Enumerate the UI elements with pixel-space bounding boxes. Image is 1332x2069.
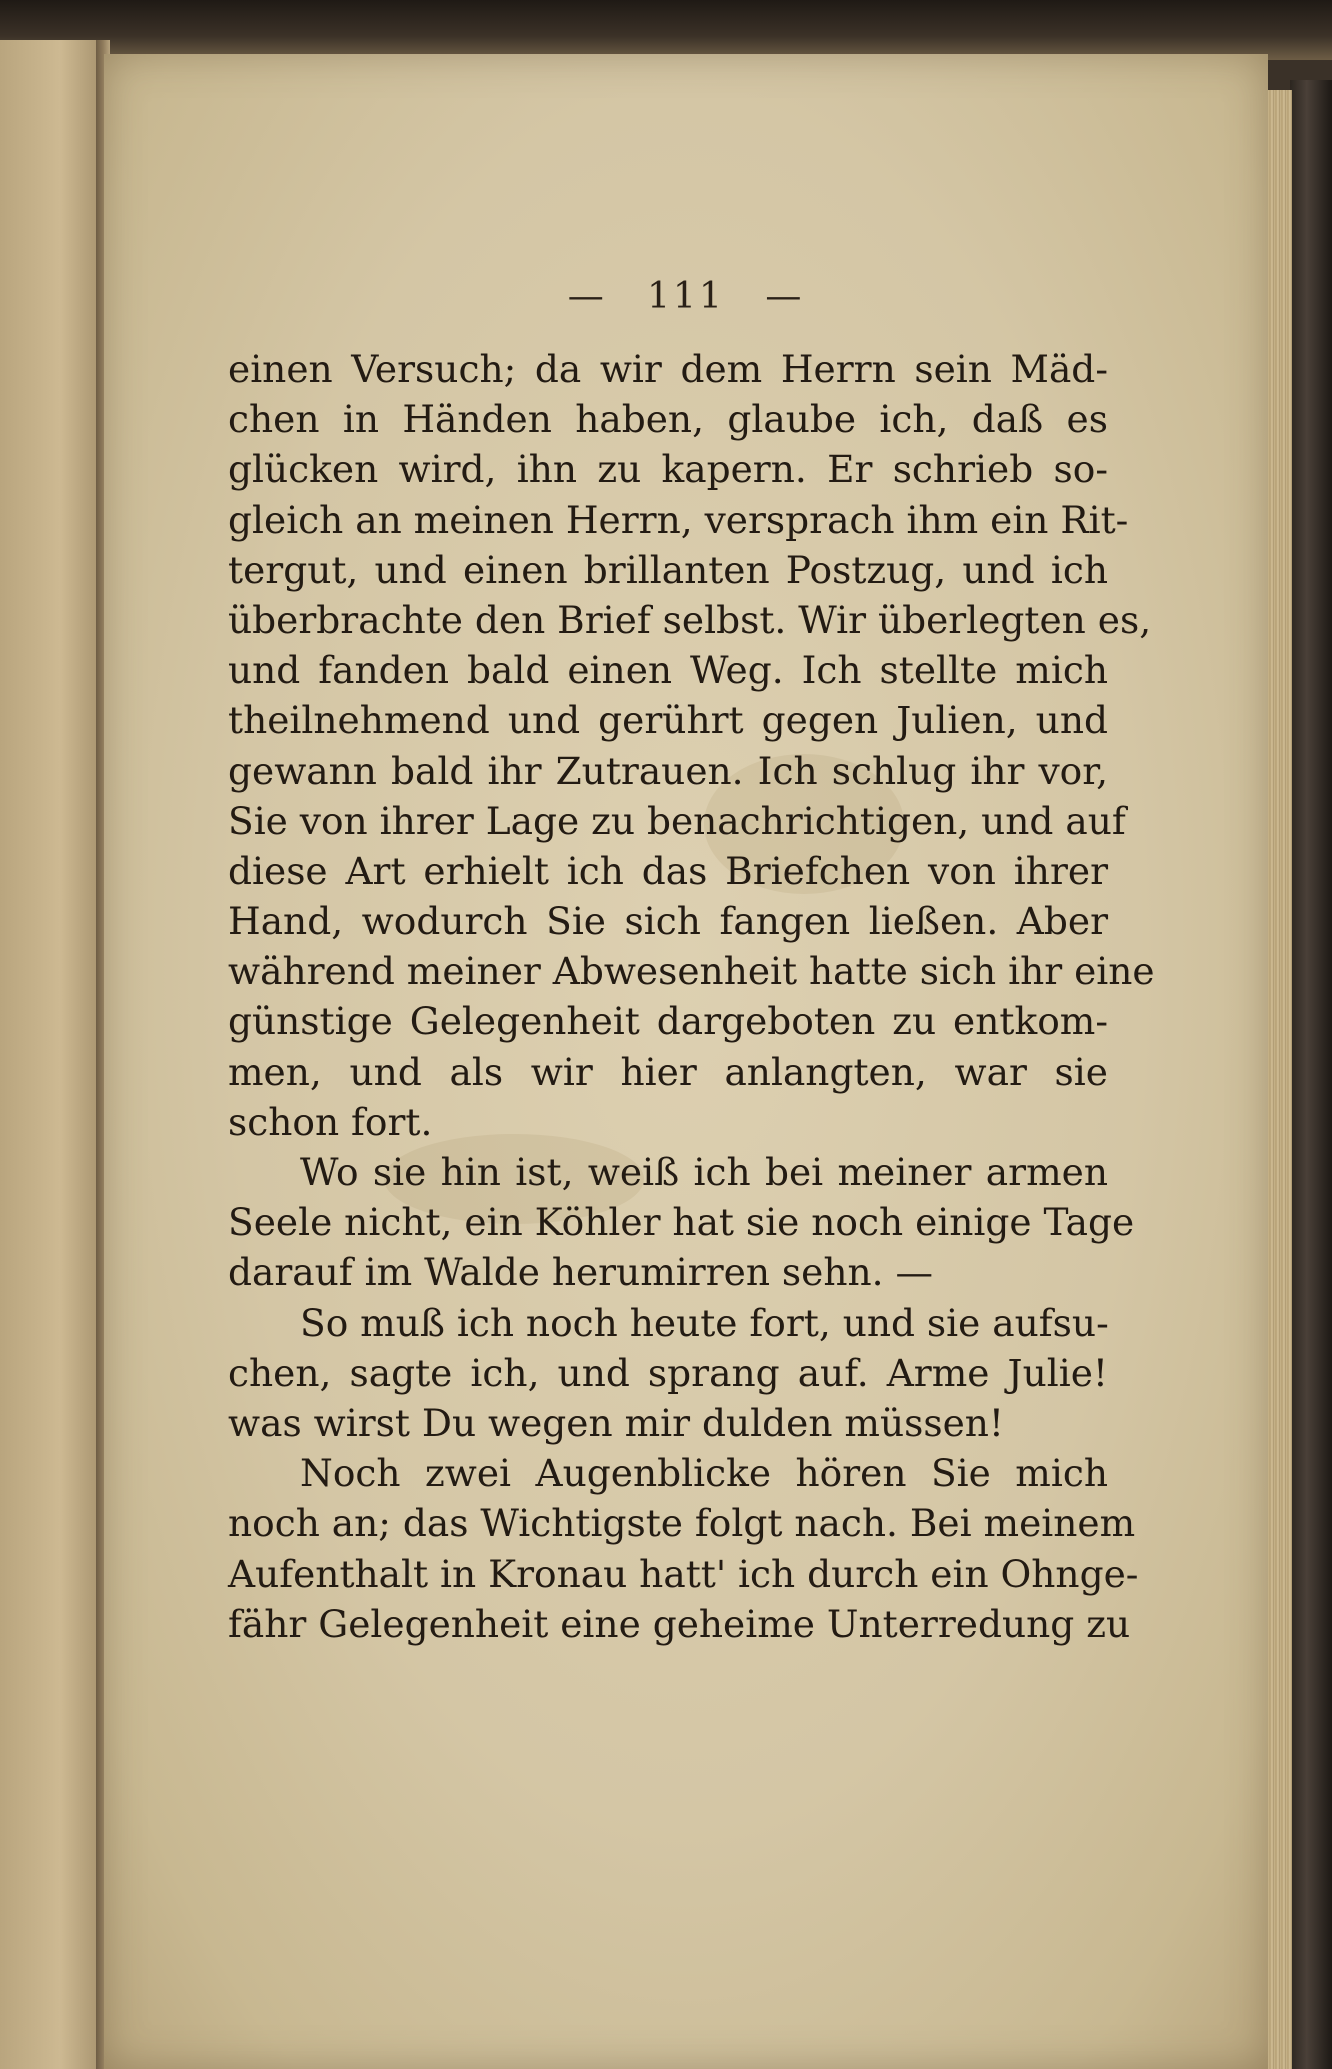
text-line: einen Versuch; da wir dem Herrn sein Mäd- xyxy=(228,347,1108,391)
body-text xyxy=(228,344,1155,1649)
text-line: Noch zwei Augenblicke hören Sie mich xyxy=(300,1451,1108,1496)
facing-page-edge xyxy=(0,40,100,2069)
book-page xyxy=(104,54,1268,2069)
text-line: noch an; das Wichtigste folgt nach. Bei meinem xyxy=(228,1501,1136,1546)
top-shadow xyxy=(0,0,1332,60)
text-line: schon fort. xyxy=(228,1099,433,1144)
text-line: Wo sie hin ist, weiß ich bei meiner armen xyxy=(300,1150,1108,1194)
text-line: tergut, und einen brillanten Postzug, und ich xyxy=(228,547,1108,592)
page-header xyxy=(104,276,1268,317)
header-dash-right: — xyxy=(765,276,805,317)
text-line: chen, sagte ich, und sprang auf. Arme Julie! xyxy=(228,1350,1108,1395)
text-line: diese Art erhielt ich das Briefchen von ihrer xyxy=(228,848,1108,893)
page-number: 111 xyxy=(647,276,725,317)
text-line: und fanden bald einen Weg. Ich stellte mich xyxy=(228,648,1108,693)
text-line: theilnehmend und gerührt gegen Julien, und xyxy=(228,698,1108,743)
text-line: men, und als wir hier anlangten, war sie xyxy=(228,1049,1108,1094)
text-line: Hand, wodurch Sie sich fangen ließen. Aber xyxy=(228,899,1108,944)
text-line: gleich an meinen Herrn, versprach ihm ein Rit- xyxy=(228,497,1129,542)
header-dash-left: — xyxy=(567,276,607,317)
text-line: So muß ich noch heute fort, und sie aufsu- xyxy=(300,1300,1109,1345)
text-line: günstige Gelegenheit dargeboten zu entkom- xyxy=(228,999,1108,1044)
text-line: während meiner Abwesenheit hatte sich ihr eine xyxy=(228,949,1155,994)
text-line: chen in Händen haben, glaube ich, daß es xyxy=(228,397,1108,442)
text-line: Sie von ihrer Lage zu benachrichtigen, und auf xyxy=(228,798,1126,843)
text-line: Aufenthalt in Kronau hatt' ich durch ein Ohnge- xyxy=(228,1551,1139,1596)
text-line: was wirst Du wegen mir dulden müssen! xyxy=(228,1400,1005,1445)
book-cover-edge xyxy=(1290,80,1332,2069)
text-line: überbrachte den Brief selbst. Wir überlegten es, xyxy=(228,597,1152,642)
text-line: gewann bald ihr Zutrauen. Ich schlug ihr vor, xyxy=(228,748,1108,793)
text-line: glücken wird, ihn zu kapern. Er schrieb so- xyxy=(228,447,1108,492)
text-line: Seele nicht, ein Köhler hat sie noch einige Tage xyxy=(228,1200,1135,1245)
text-line: fähr Gelegenheit eine geheime Unterredung zu xyxy=(228,1601,1131,1646)
text-line: darauf im Walde herumirren sehn. — xyxy=(228,1250,933,1295)
